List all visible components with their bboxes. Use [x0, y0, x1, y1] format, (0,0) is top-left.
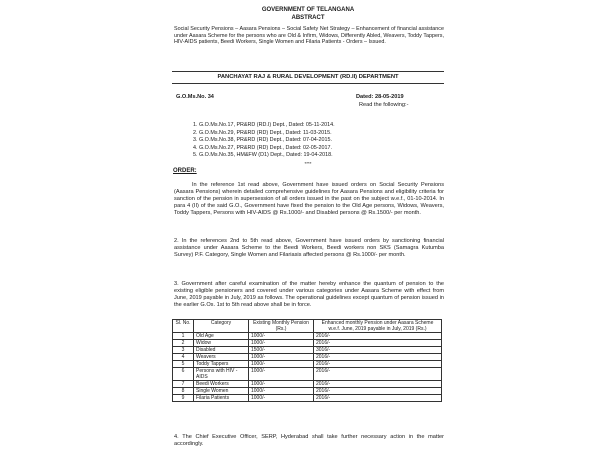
- cell-sl-no: 3: [173, 347, 194, 354]
- cell-category: Widow: [194, 340, 249, 347]
- header-enhanced-pension: Enhanced monthly Pension under Aasara Scheme w.e.f. June, 2019 payable in July, 2019 (Rs.): [314, 320, 442, 333]
- go-number: G.O.Ms.No. 34: [176, 94, 214, 100]
- cell-sl-no: 9: [173, 395, 194, 402]
- cell-enhanced: 2016/-: [314, 368, 442, 381]
- cell-enhanced: 2016/-: [314, 340, 442, 347]
- paragraph-1: In the reference 1st read above, Government have issued orders on Social Security Pensions (Aasara Pensions) wherein detailed comprehensive guidelines for Aasara Pensions and eligibility criteria for sanction of the pension in supersession of all orders issued in the past on the subject w.e.f., 01-10-2014. In para 4 (II) of the said G.O., Government have fixed the pension to the Old Age persons, Widows, Weavers, Toddy Tappers, Persons with HIV-AIDS @ Rs.1000/- and Disabled persons @ Rs.1500/- per month.: [174, 182, 444, 216]
- table-header-row: [173, 320, 442, 333]
- go-date: Dated: 28-05-2019: [356, 94, 404, 100]
- cell-category: Weavers: [194, 354, 249, 361]
- abstract-title: ABSTRACT: [291, 15, 325, 21]
- cell-category: Persons with HIV - AIDS: [194, 368, 249, 381]
- cell-enhanced: 2016/-: [314, 354, 442, 361]
- cell-category: Disabled: [194, 347, 249, 354]
- cell-existing: 1500/-: [249, 347, 314, 354]
- cell-enhanced: 2016/-: [314, 395, 442, 402]
- reference-item: 5. G.O.Ms.No.35, HM&FW (D1) Dept., Dated: 19-04-2018.: [193, 152, 333, 159]
- department-title: PANCHAYAT RAJ & RURAL DEVELOPMENT (RD.II) DEPARTMENT: [217, 74, 399, 80]
- table-row: [173, 354, 442, 361]
- reference-item: 2. G.O.Ms.No.29, PR&RD (RD) Dept., Dated: 11-03-2015.: [193, 129, 332, 136]
- cell-existing: 1000/-: [249, 395, 314, 402]
- header-category: Category: [194, 320, 249, 333]
- table-row: [173, 395, 442, 402]
- cell-category: Single Women: [194, 388, 249, 395]
- cell-enhanced: 2016/-: [314, 381, 442, 388]
- references-list: [193, 122, 453, 160]
- pension-table: [172, 319, 442, 402]
- cell-enhanced: 2016/-: [314, 388, 442, 395]
- table-row: [173, 361, 442, 368]
- reference-item: 4. G.O.Ms.No.27, PR&RD (RD) Dept., Dated: 02-05-2017.: [193, 144, 333, 151]
- cell-category: Filaria Patients: [194, 395, 249, 402]
- paragraph-4: 4. The Chief Executive Officer, SERP, Hyderabad shall take further necessary action in the matter accordingly.: [174, 434, 444, 447]
- table-row: [173, 340, 442, 347]
- cell-sl-no: 1: [173, 333, 194, 340]
- cell-existing: 1000/-: [249, 333, 314, 340]
- cell-sl-no: 2: [173, 340, 194, 347]
- subject-text: Social Security Pensions – Aasara Pensions – Social Safety Net Strategy – Enhancement of financial assistance under Aasara Scheme for the persons who are Old & Infirm, Widows, Differently Abled, Weavers, Toddy Tappers, HIV-AIDS patients, Beedi Workers, Single Women and Filaria Patients - Orders – Issued.: [174, 26, 444, 46]
- table-row: [173, 333, 442, 340]
- cell-existing: 1000/-: [249, 354, 314, 361]
- divider: [172, 83, 444, 84]
- cell-enhanced: 2016/-: [314, 361, 442, 368]
- reference-item: 3. G.O.Ms.No.38, PR&RD (RD) Dept., Dated: 07-04-2015.: [193, 137, 333, 144]
- cell-enhanced: 3016/-: [314, 347, 442, 354]
- cell-enhanced: 2016/-: [314, 333, 442, 340]
- government-title: GOVERNMENT OF TELANGANA: [261, 7, 355, 13]
- table-row: [173, 368, 442, 381]
- cell-sl-no: 5: [173, 361, 194, 368]
- cell-existing: 1000/-: [249, 388, 314, 395]
- cell-existing: 1000/-: [249, 361, 314, 368]
- order-heading: ORDER:: [173, 168, 197, 174]
- paragraph-3: 3. Government after careful examination of the matter hereby enhance the quantum of pension to the existing eligible pensioners and covered under various categories under Aasara Scheme with effect from June, 2019 payable in July, 2019 as follows. The operational guidelines except quantum of pension issued in the earlier G.Os. 1st to 5th read above shall be in force.: [174, 281, 444, 308]
- separator-stars: ****: [304, 161, 312, 166]
- cell-sl-no: 7: [173, 381, 194, 388]
- cell-existing: 1000/-: [249, 368, 314, 381]
- cell-sl-no: 6: [173, 368, 194, 381]
- cell-sl-no: 8: [173, 388, 194, 395]
- table-row: [173, 388, 442, 395]
- cell-sl-no: 4: [173, 354, 194, 361]
- header-existing-pension: Existing Monthly Pension (Rs.): [249, 320, 314, 333]
- table-row: [173, 381, 442, 388]
- reference-item: 1. G.O.Ms.No.17, PR&RD (RD.I) Dept., Dated: 05-11-2014.: [193, 122, 335, 128]
- read-following: Read the following:-: [359, 102, 409, 108]
- cell-category: Old Age: [194, 333, 249, 340]
- table-row: [173, 347, 442, 354]
- header-sl-no: Sl. No.: [173, 320, 194, 333]
- cell-existing: 1000/-: [249, 381, 314, 388]
- cell-existing: 1000/-: [249, 340, 314, 347]
- cell-category: Beedi Workers: [194, 381, 249, 388]
- paragraph-2: 2. In the references 2nd to 5th read above, Government have issued orders by sanctioning financial assistance under Aasara Scheme to the Beedi Workers, Beedi workers non SKS (Samagra Kutumba Survey) P.F. Category, Single Women and Filariasis affected persons @ Rs.1000/- per month.: [174, 238, 444, 258]
- divider: [172, 71, 444, 72]
- cell-category: Toddy Tappers: [194, 361, 249, 368]
